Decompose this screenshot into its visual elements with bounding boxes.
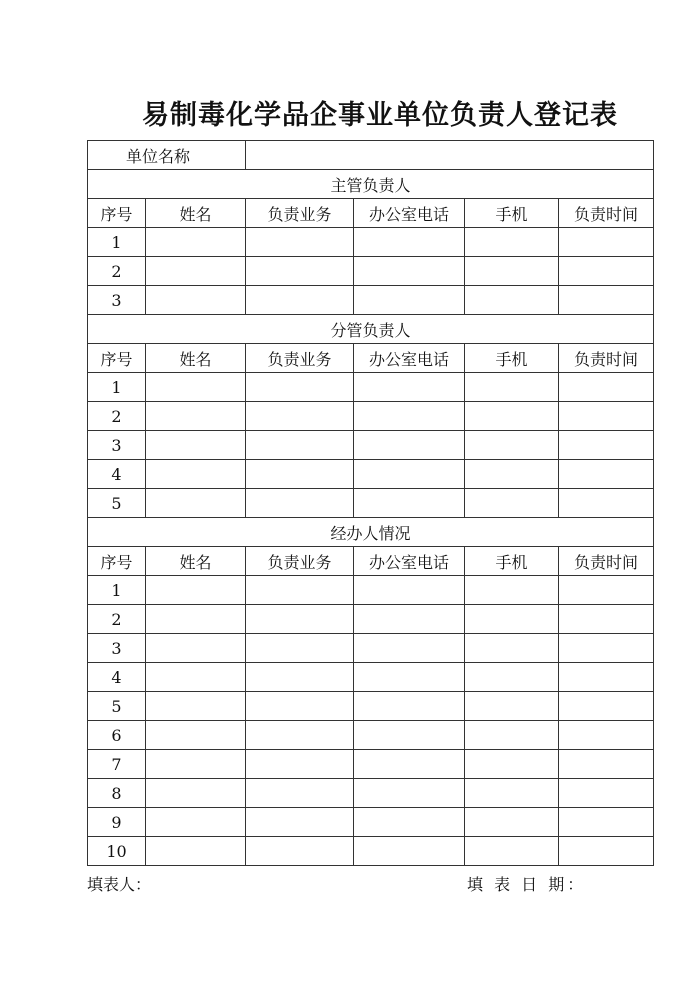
entry-cell[interactable] — [465, 779, 559, 808]
row-number: 6 — [88, 721, 146, 750]
entry-cell[interactable] — [559, 721, 654, 750]
entry-cell[interactable] — [559, 402, 654, 431]
entry-cell[interactable] — [246, 373, 354, 402]
entry-cell[interactable] — [465, 286, 559, 315]
entry-cell[interactable] — [354, 779, 465, 808]
entry-cell[interactable] — [354, 489, 465, 518]
column-header: 姓名 — [146, 344, 246, 373]
entry-cell[interactable] — [465, 605, 559, 634]
column-header: 办公室电话 — [354, 199, 465, 228]
column-header: 办公室电话 — [354, 547, 465, 576]
row-number: 3 — [88, 286, 146, 315]
entry-cell[interactable] — [354, 286, 465, 315]
column-header: 序号 — [88, 199, 146, 228]
table-row — [88, 721, 654, 750]
entry-cell[interactable] — [465, 634, 559, 663]
entry-cell[interactable] — [146, 402, 246, 431]
table-row — [88, 808, 654, 837]
entry-cell[interactable] — [559, 257, 654, 286]
entry-cell[interactable] — [465, 402, 559, 431]
entry-cell[interactable] — [465, 228, 559, 257]
entry-cell[interactable] — [146, 286, 246, 315]
entry-cell[interactable] — [354, 634, 465, 663]
row-number: 3 — [88, 431, 146, 460]
row-number: 4 — [88, 663, 146, 692]
entry-cell[interactable] — [146, 634, 246, 663]
row-number: 5 — [88, 692, 146, 721]
column-header: 负责时间 — [559, 344, 654, 373]
table-row — [88, 460, 654, 489]
entry-cell[interactable] — [354, 837, 465, 866]
fill-date-label: 填 表 日 期： — [467, 875, 587, 894]
row-number: 4 — [88, 460, 146, 489]
row-number: 3 — [88, 634, 146, 663]
entry-cell[interactable] — [146, 257, 246, 286]
entry-cell[interactable] — [146, 373, 246, 402]
entry-cell[interactable] — [246, 286, 354, 315]
row-number: 2 — [88, 605, 146, 634]
row-number: 1 — [88, 576, 146, 605]
entry-cell[interactable] — [559, 779, 654, 808]
entry-cell[interactable] — [146, 228, 246, 257]
entry-cell[interactable] — [354, 576, 465, 605]
row-number: 2 — [88, 402, 146, 431]
entry-cell[interactable] — [559, 431, 654, 460]
entry-cell[interactable] — [246, 460, 354, 489]
entry-cell[interactable] — [354, 750, 465, 779]
row-number: 1 — [88, 228, 146, 257]
entry-cell[interactable] — [246, 431, 354, 460]
entry-cell[interactable] — [354, 402, 465, 431]
entry-cell[interactable] — [559, 605, 654, 634]
table-row — [88, 489, 654, 518]
entry-cell[interactable] — [465, 721, 559, 750]
table-row — [88, 605, 654, 634]
section-title-row — [88, 518, 654, 547]
entry-cell[interactable] — [465, 808, 559, 837]
column-header: 手机 — [465, 547, 559, 576]
entry-cell[interactable] — [246, 634, 354, 663]
column-header: 负责业务 — [246, 344, 354, 373]
entry-cell[interactable] — [146, 750, 246, 779]
entry-cell[interactable] — [246, 576, 354, 605]
column-header: 手机 — [465, 344, 559, 373]
entry-cell[interactable] — [465, 373, 559, 402]
table-row — [88, 750, 654, 779]
entry-cell[interactable] — [146, 779, 246, 808]
row-number: 9 — [88, 808, 146, 837]
entry-cell[interactable] — [559, 634, 654, 663]
section-title: 分管负责人 — [88, 315, 654, 344]
entry-cell[interactable] — [465, 692, 559, 721]
entry-cell[interactable] — [465, 489, 559, 518]
table-row — [88, 663, 654, 692]
entry-cell[interactable] — [354, 605, 465, 634]
section-title-row — [88, 170, 654, 199]
filler-label: 填表人： — [87, 875, 152, 894]
entry-cell[interactable] — [246, 402, 354, 431]
entry-cell[interactable] — [354, 460, 465, 489]
row-number: 7 — [88, 750, 146, 779]
entry-cell[interactable] — [559, 576, 654, 605]
entry-cell[interactable] — [354, 257, 465, 286]
row-number: 2 — [88, 257, 146, 286]
entry-cell[interactable] — [559, 286, 654, 315]
entry-cell[interactable] — [559, 750, 654, 779]
column-header: 负责时间 — [559, 547, 654, 576]
unit-name-field[interactable] — [246, 141, 654, 170]
entry-cell[interactable] — [146, 837, 246, 866]
entry-cell[interactable] — [146, 431, 246, 460]
column-header: 负责时间 — [559, 199, 654, 228]
entry-cell[interactable] — [354, 692, 465, 721]
entry-cell[interactable] — [354, 228, 465, 257]
column-header: 手机 — [465, 199, 559, 228]
registration-table-body — [88, 141, 654, 866]
entry-cell[interactable] — [246, 489, 354, 518]
entry-cell[interactable] — [146, 489, 246, 518]
entry-cell[interactable] — [354, 808, 465, 837]
entry-cell[interactable] — [246, 721, 354, 750]
table-row — [88, 228, 654, 257]
row-number: 5 — [88, 489, 146, 518]
entry-cell[interactable] — [246, 750, 354, 779]
entry-cell[interactable] — [146, 692, 246, 721]
table-row — [88, 779, 654, 808]
entry-cell[interactable] — [465, 663, 559, 692]
entry-cell[interactable] — [354, 373, 465, 402]
column-header: 姓名 — [146, 199, 246, 228]
entry-cell[interactable] — [246, 837, 354, 866]
entry-cell[interactable] — [465, 431, 559, 460]
column-header: 姓名 — [146, 547, 246, 576]
entry-cell[interactable] — [559, 837, 654, 866]
column-header: 序号 — [88, 344, 146, 373]
column-header-row — [88, 344, 654, 373]
entry-cell[interactable] — [246, 228, 354, 257]
registration-table — [87, 140, 654, 866]
entry-cell[interactable] — [146, 605, 246, 634]
entry-cell[interactable] — [559, 489, 654, 518]
unit-name-label: 单位名称 — [88, 141, 246, 170]
entry-cell[interactable] — [465, 750, 559, 779]
entry-cell[interactable] — [246, 779, 354, 808]
column-header-row — [88, 199, 654, 228]
entry-cell[interactable] — [354, 721, 465, 750]
table-row — [88, 692, 654, 721]
column-header-row — [88, 547, 654, 576]
form-title: 易制毒化学品企事业单位负责人登记表 — [142, 100, 618, 131]
column-header: 负责业务 — [246, 199, 354, 228]
entry-cell[interactable] — [354, 663, 465, 692]
column-header: 办公室电话 — [354, 344, 465, 373]
entry-cell[interactable] — [246, 808, 354, 837]
entry-cell[interactable] — [246, 605, 354, 634]
entry-cell[interactable] — [559, 460, 654, 489]
table-row — [88, 402, 654, 431]
entry-cell[interactable] — [559, 373, 654, 402]
entry-cell[interactable] — [559, 663, 654, 692]
entry-cell[interactable] — [465, 576, 559, 605]
table-row — [88, 257, 654, 286]
entry-cell[interactable] — [146, 576, 246, 605]
entry-cell[interactable] — [146, 460, 246, 489]
entry-cell[interactable] — [465, 257, 559, 286]
entry-cell[interactable] — [246, 663, 354, 692]
entry-cell[interactable] — [559, 228, 654, 257]
table-row — [88, 373, 654, 402]
unit-row — [88, 141, 654, 170]
entry-cell[interactable] — [146, 721, 246, 750]
row-number: 10 — [88, 837, 146, 866]
table-row — [88, 634, 654, 663]
table-row — [88, 286, 654, 315]
table-row — [88, 431, 654, 460]
entry-cell[interactable] — [146, 663, 246, 692]
column-header: 序号 — [88, 547, 146, 576]
entry-cell[interactable] — [465, 837, 559, 866]
row-number: 1 — [88, 373, 146, 402]
row-number: 8 — [88, 779, 146, 808]
section-title: 经办人情况 — [88, 518, 654, 547]
entry-cell[interactable] — [354, 431, 465, 460]
table-row — [88, 576, 654, 605]
entry-cell[interactable] — [246, 257, 354, 286]
entry-cell[interactable] — [146, 808, 246, 837]
entry-cell[interactable] — [559, 692, 654, 721]
column-header: 负责业务 — [246, 547, 354, 576]
table-row — [88, 837, 654, 866]
section-title: 主管负责人 — [88, 170, 654, 199]
entry-cell[interactable] — [465, 460, 559, 489]
entry-cell[interactable] — [246, 692, 354, 721]
section-title-row — [88, 315, 654, 344]
entry-cell[interactable] — [559, 808, 654, 837]
